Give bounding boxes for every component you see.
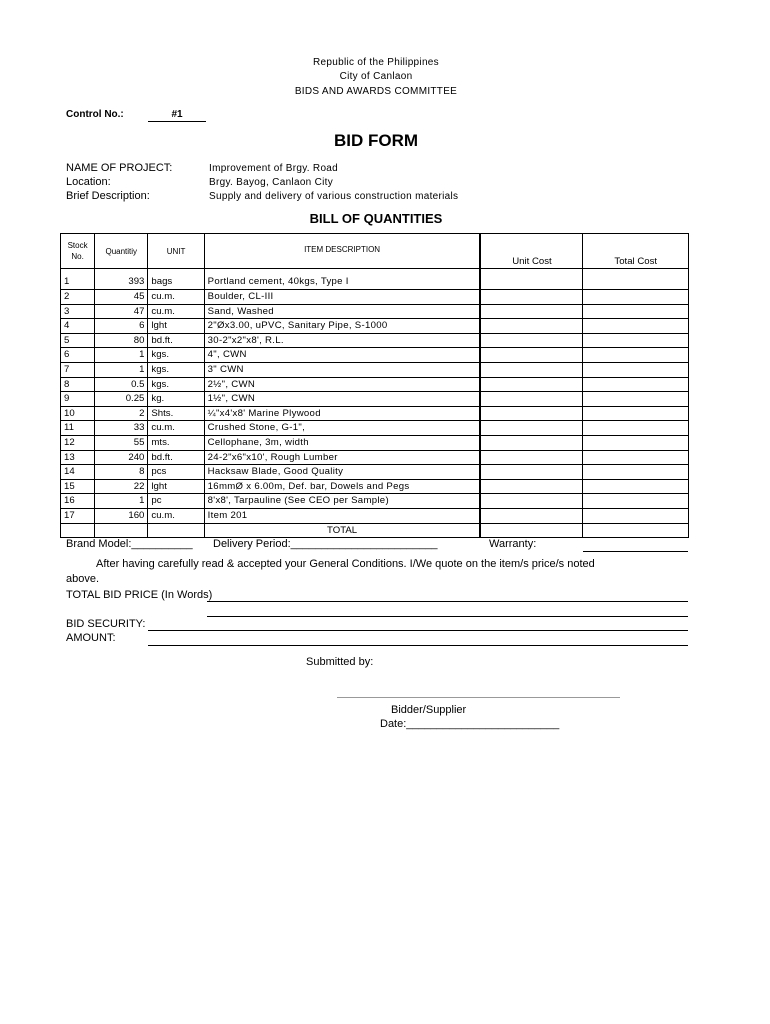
unit-cost-cell[interactable] [480, 333, 582, 348]
brief-description-value: Supply and delivery of various construction materials [209, 191, 459, 202]
stock-no-cell: 14 [61, 465, 95, 480]
unit-cell: pc [148, 494, 204, 509]
col-header-stock-no: Stock No. [61, 234, 95, 269]
quantity-cell: 240 [95, 450, 148, 465]
stock-no-cell: 11 [61, 421, 95, 436]
unit-cell: kgs. [148, 377, 204, 392]
total-cost-cell[interactable] [583, 362, 689, 377]
bill-of-quantities-title: BILL OF QUANTITIES [309, 211, 443, 226]
table-row [61, 406, 689, 421]
total-cost-cell[interactable] [583, 494, 689, 509]
unit-cell: cu.m. [148, 508, 204, 523]
item-description-cell: ¼"x4'x8' Marine Plywood [204, 406, 480, 421]
table-header-row [61, 234, 689, 269]
item-description-cell: 2"Øx3.00, uPVC, Sanitary Pipe, S-1000 [204, 319, 480, 334]
stock-no-cell: 2 [61, 290, 95, 305]
item-description-cell: 3" CWN [204, 362, 480, 377]
table-row [61, 479, 689, 494]
quantity-cell: 80 [95, 333, 148, 348]
quantity-cell: 1 [95, 348, 148, 363]
total-cost-cell[interactable] [583, 304, 689, 319]
table-row [61, 421, 689, 436]
total-cost-cell[interactable] [583, 319, 689, 334]
total-row-stock-cell [61, 523, 95, 538]
brief-description-label: Brief Description: [66, 190, 150, 202]
total-cost-cell[interactable] [583, 406, 689, 421]
table-row [61, 494, 689, 509]
item-description-cell: Item 201 [204, 508, 480, 523]
quantity-cell: 2 [95, 406, 148, 421]
item-description-cell: 16mmØ x 6.00m, Def. bar, Dowels and Pegs [204, 479, 480, 494]
total-cost-cell[interactable] [583, 290, 689, 305]
unit-cell: kgs. [148, 362, 204, 377]
item-description-cell: Boulder, CL-III [204, 290, 480, 305]
table-row [61, 392, 689, 407]
total-unit-cost-cell [480, 523, 582, 538]
warranty-field-line[interactable] [583, 551, 688, 552]
total-cost-cell[interactable] [583, 421, 689, 436]
total-bid-price-line-2[interactable] [207, 616, 688, 617]
unit-cell: bd.ft. [148, 450, 204, 465]
warranty-label: Warranty: [489, 538, 537, 550]
unit-cost-cell[interactable] [480, 435, 582, 450]
total-cost-cell[interactable] [583, 465, 689, 480]
total-row [61, 523, 689, 538]
statement-line-1: After having carefully read & accepted your General Conditions. I/We quote on the item/s price/s noted [96, 558, 595, 570]
bill-of-quantities-table [60, 233, 689, 538]
item-description-cell: Sand, Washed [204, 304, 480, 319]
total-cost-cell[interactable] [583, 269, 689, 290]
unit-cell: pcs [148, 465, 204, 480]
total-cost-cell[interactable] [583, 392, 689, 407]
signature-line[interactable] [337, 697, 620, 698]
stock-no-cell: 4 [61, 319, 95, 334]
stock-no-cell: 10 [61, 406, 95, 421]
unit-cost-cell[interactable] [480, 290, 582, 305]
unit-cell: cu.m. [148, 304, 204, 319]
quantity-cell: 160 [95, 508, 148, 523]
unit-cost-cell[interactable] [480, 450, 582, 465]
col-header-item-description: ITEM DESCRIPTION [204, 234, 480, 269]
stock-no-cell: 17 [61, 508, 95, 523]
control-number-label: Control No.: [66, 109, 124, 120]
project-name-label: NAME OF PROJECT: [66, 162, 173, 174]
stock-no-cell: 7 [61, 362, 95, 377]
unit-cost-cell[interactable] [480, 421, 582, 436]
bid-security-label: BID SECURITY: [66, 618, 146, 630]
table-row [61, 450, 689, 465]
unit-cell: lght [148, 479, 204, 494]
quantity-cell: 0.5 [95, 377, 148, 392]
col-header-total-cost: Total Cost [583, 234, 689, 269]
col-header-unit-cost: Unit Cost [480, 234, 582, 269]
stock-no-cell: 16 [61, 494, 95, 509]
table-row [61, 319, 689, 334]
item-description-cell: 4", CWN [204, 348, 480, 363]
project-name-value: Improvement of Brgy. Road [209, 163, 339, 174]
unit-cell: lght [148, 319, 204, 334]
location-value: Brgy. Bayog, Canlaon City [209, 177, 334, 188]
item-description-cell: Crushed Stone, G-1", [204, 421, 480, 436]
unit-cost-cell[interactable] [480, 304, 582, 319]
table-row [61, 348, 689, 363]
total-cost-sum-cell[interactable] [583, 523, 689, 538]
table-row [61, 304, 689, 319]
unit-cell: cu.m. [148, 421, 204, 436]
header-committee: BIDS AND AWARDS COMMITTEE [294, 86, 458, 97]
quantity-cell: 0.25 [95, 392, 148, 407]
amount-label: AMOUNT: [66, 632, 116, 644]
total-cost-cell[interactable] [583, 479, 689, 494]
unit-cost-cell[interactable] [480, 269, 582, 290]
item-description-cell: 1½", CWN [204, 392, 480, 407]
total-cost-cell[interactable] [583, 435, 689, 450]
stock-no-cell: 6 [61, 348, 95, 363]
date-field[interactable]: Date:_________________________ [380, 718, 560, 730]
total-row-unit-cell [148, 523, 204, 538]
table-row [61, 333, 689, 348]
col-header-quantity: Quantitiy [95, 234, 148, 269]
total-row-qty-cell [95, 523, 148, 538]
unit-cell: bags [148, 269, 204, 290]
bidder-supplier-label: Bidder/Supplier [391, 704, 467, 716]
header-city: City of Canlaon [339, 71, 413, 82]
stock-no-cell: 12 [61, 435, 95, 450]
statement-line-2: above. [66, 573, 100, 585]
item-description-cell: 30-2"x2"x8', R.L. [204, 333, 480, 348]
unit-cost-cell[interactable] [480, 377, 582, 392]
unit-cost-cell[interactable] [480, 319, 582, 334]
stock-no-cell: 3 [61, 304, 95, 319]
location-label: Location: [66, 176, 111, 188]
quantity-cell: 1 [95, 494, 148, 509]
unit-cell: bd.ft. [148, 333, 204, 348]
brand-model-field[interactable]: Brand Model:__________ [66, 538, 193, 550]
quantity-cell: 1 [95, 362, 148, 377]
item-description-cell: 8'x8', Tarpauline (See CEO per Sample) [204, 494, 480, 509]
unit-cost-cell[interactable] [480, 479, 582, 494]
table-row [61, 377, 689, 392]
stock-no-cell: 13 [61, 450, 95, 465]
unit-cost-cell[interactable] [480, 348, 582, 363]
delivery-period-field[interactable]: Delivery Period:________________________ [213, 538, 438, 550]
unit-cell: kg. [148, 392, 204, 407]
quantity-cell: 22 [95, 479, 148, 494]
total-label-cell: TOTAL [204, 523, 480, 538]
unit-cost-cell[interactable] [480, 465, 582, 480]
stock-no-cell: 1 [61, 269, 95, 290]
total-cost-cell[interactable] [583, 508, 689, 523]
stock-no-cell: 15 [61, 479, 95, 494]
item-description-cell: Portland cement, 40kgs, Type I [204, 269, 480, 290]
item-description-cell: Hacksaw Blade, Good Quality [204, 465, 480, 480]
quantity-cell: 47 [95, 304, 148, 319]
total-cost-cell[interactable] [583, 450, 689, 465]
amount-line[interactable] [148, 645, 688, 646]
total-cost-cell[interactable] [583, 377, 689, 392]
unit-cell: Shts. [148, 406, 204, 421]
submitted-by-label: Submitted by: [306, 656, 374, 668]
total-cost-cell[interactable] [583, 333, 689, 348]
bid-security-line[interactable] [148, 630, 688, 631]
unit-cell: kgs. [148, 348, 204, 363]
total-bid-price-line-1[interactable] [207, 601, 688, 602]
table-row [61, 508, 689, 523]
unit-cell: cu.m. [148, 290, 204, 305]
stock-no-cell: 9 [61, 392, 95, 407]
table-row [61, 465, 689, 480]
col-header-unit: UNIT [148, 234, 204, 269]
stock-no-cell: 8 [61, 377, 95, 392]
unit-cost-cell[interactable] [480, 508, 582, 523]
unit-cost-cell[interactable] [480, 406, 582, 421]
table-row [61, 269, 689, 290]
quantity-cell: 45 [95, 290, 148, 305]
table-row [61, 435, 689, 450]
quantity-cell: 33 [95, 421, 148, 436]
table-row [61, 290, 689, 305]
item-description-cell: Cellophane, 3m, width [204, 435, 480, 450]
quantity-cell: 8 [95, 465, 148, 480]
table-row [61, 362, 689, 377]
page-title: BID FORM [333, 131, 419, 150]
item-description-cell: 2½", CWN [204, 377, 480, 392]
unit-cell: mts. [148, 435, 204, 450]
quantity-cell: 55 [95, 435, 148, 450]
stock-no-cell: 5 [61, 333, 95, 348]
unit-cost-cell[interactable] [480, 392, 582, 407]
quantity-cell: 6 [95, 319, 148, 334]
total-cost-cell[interactable] [583, 348, 689, 363]
control-number-value: #1 [148, 109, 206, 122]
unit-cost-cell[interactable] [480, 494, 582, 509]
unit-cost-cell[interactable] [480, 362, 582, 377]
quantity-cell: 393 [95, 269, 148, 290]
header-republic: Republic of the Philippines [313, 57, 439, 68]
item-description-cell: 24-2"x6"x10', Rough Lumber [204, 450, 480, 465]
total-bid-price-label: TOTAL BID PRICE (In Words) [66, 589, 213, 601]
